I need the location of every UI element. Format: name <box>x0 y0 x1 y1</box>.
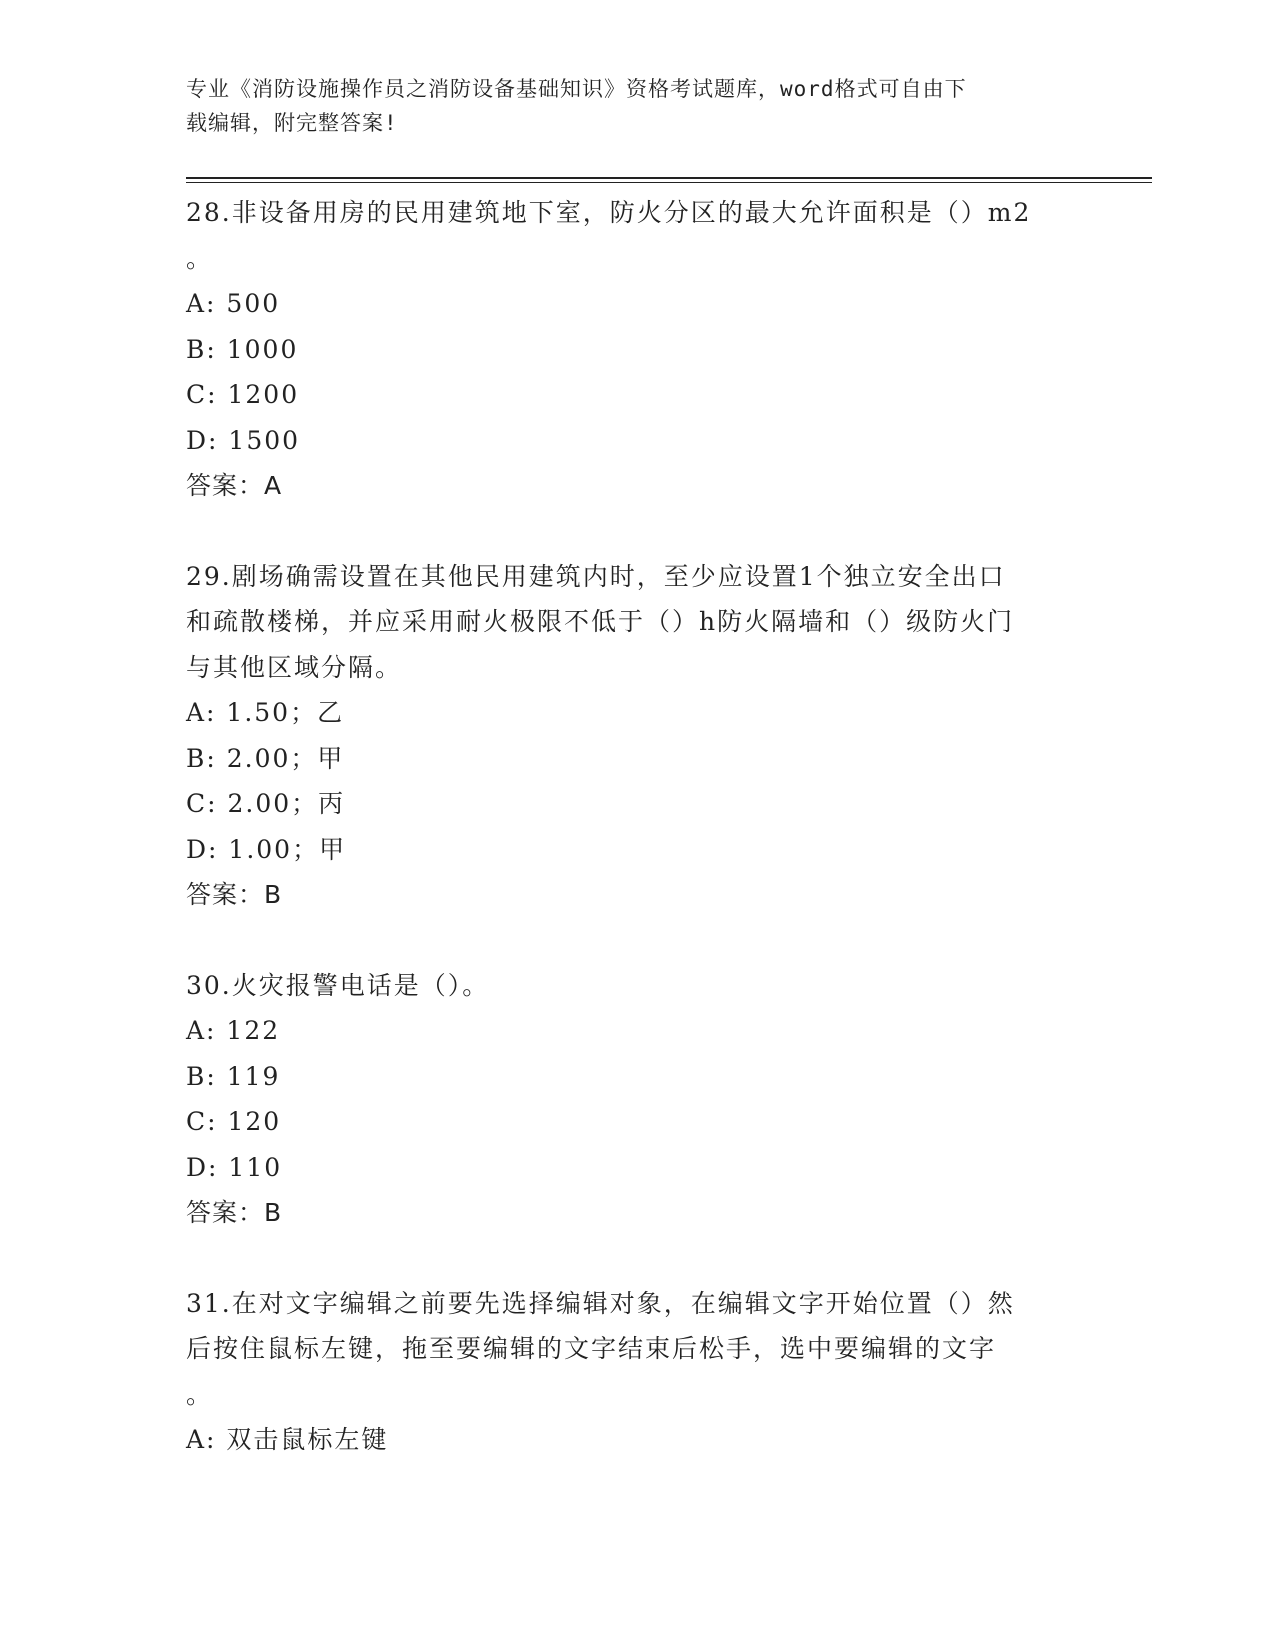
option-a: A: 双击鼠标左键 <box>186 1425 389 1454</box>
question-stem-line: 和疏散楼梯，并应采用耐火极限不低于（）h防火隔墙和（）级防火门 <box>186 607 1015 636</box>
option-a: A: 1.50；乙 <box>186 698 345 727</box>
question-30 <box>186 963 1086 1236</box>
option-d: D: 110 <box>186 1152 283 1182</box>
answer-line: 答案：B <box>186 1198 283 1227</box>
option-c: C: 1200 <box>186 380 300 409</box>
question-stem-line: 与其他区域分隔。 <box>186 652 403 682</box>
option-c: C: 120 <box>186 1107 282 1136</box>
answer-line: 答案：A <box>186 471 283 500</box>
question-stem-line: 30.火灾报警电话是（）。 <box>186 970 490 1000</box>
question-stem-line: 31.在对文字编辑之前要先选择编辑对象，在编辑文字开始位置（）然 <box>186 1288 1015 1318</box>
document-header <box>186 72 1066 140</box>
option-d: D: 1.00；甲 <box>186 834 347 864</box>
option-c: C: 2.00；丙 <box>186 789 346 818</box>
question-28 <box>186 190 1086 509</box>
answer-line: 答案：B <box>186 880 283 909</box>
header-line-2: 载编辑，附完整答案! <box>186 111 398 135</box>
header-divider-thick <box>186 177 1152 179</box>
option-b: B: 119 <box>186 1061 281 1091</box>
question-stem-line: 28.非设备用房的民用建筑地下室，防火分区的最大允许面积是（）m2 <box>186 198 1032 227</box>
question-stem-line: 。 <box>186 1379 214 1409</box>
header-line-1: 专业《消防设施操作员之消防设备基础知识》资格考试题库，word格式可自由下 <box>186 77 967 101</box>
question-29 <box>186 554 1086 918</box>
header-divider-thin <box>186 182 1152 183</box>
question-list <box>186 190 1086 1508</box>
option-b: B: 1000 <box>186 334 299 364</box>
question-31 <box>186 1281 1086 1463</box>
option-a: A: 500 <box>186 289 281 318</box>
question-stem-line: 29.剧场确需设置在其他民用建筑内时，至少应设置1个独立安全出口 <box>186 561 1006 591</box>
option-d: D: 1500 <box>186 425 301 455</box>
option-a: A: 122 <box>186 1016 281 1045</box>
option-b: B: 2.00；甲 <box>186 743 345 773</box>
question-stem-line: 后按住鼠标左键，拖至要编辑的文字结束后松手，选中要编辑的文字 <box>186 1334 997 1363</box>
question-stem-line: 。 <box>186 243 214 273</box>
